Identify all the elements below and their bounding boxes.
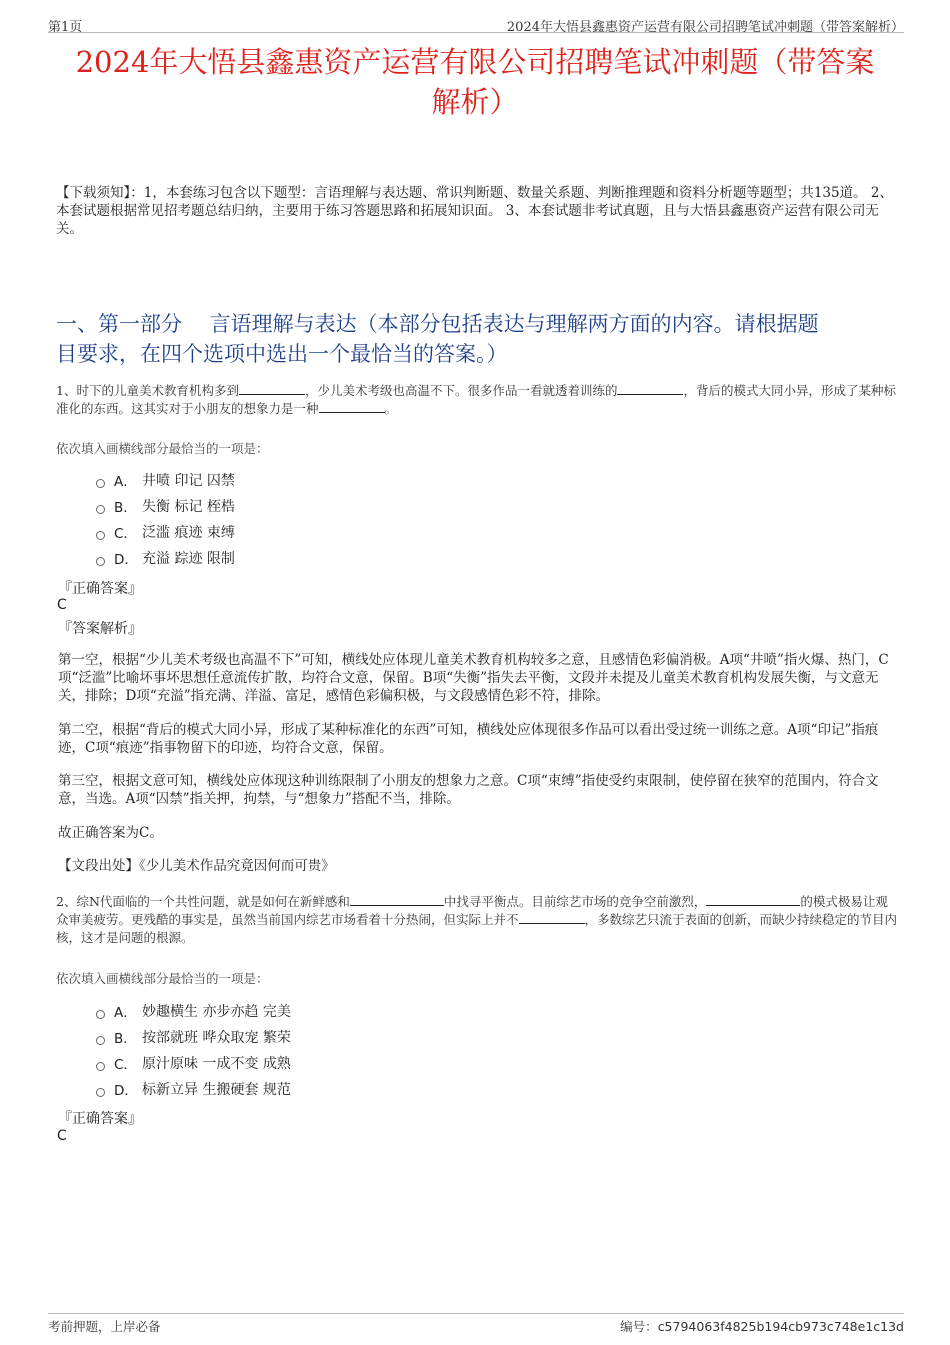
title-line-1: 2024年大悟县鑫惠资产运营有限公司招聘笔试冲刺题（带答案 [75,45,875,79]
document-code: 编号：c5794063f4825b194cb973c748e1c13d [620,1319,904,1334]
fill-blank [617,382,683,395]
title-line-2: 解析） [431,85,519,119]
question-2-options [96,998,291,1102]
question-1-options [96,467,235,571]
analysis-paragraph-2: 第二空，根据“背后的模式大同小异，形成了某种标准化的东西”可知，横线处应体现很多作品可以看出受过统一训练之意。A项“印记”指痕迹，C项“痕迹”指事物留下的印迹，均符合文意，保留。 [58,722,879,756]
answer-analysis-label: 『答案解析』 [58,621,142,637]
radio-icon[interactable] [96,1062,105,1071]
radio-icon[interactable] [96,1010,105,1019]
analysis-paragraph-1: 第一空，根据“少儿美术考级也高温不下”可知，横线处应体现儿童美术教育机构较多之意，且感情色彩偏消极。A项“井喷”指火爆、热门，C项“泛滥”比喻坏事坏思想任意流传扩散，均符合文意，保留。B项“失衡”指失去平衡，文段并未提及儿童美术教育机构发展失衡，与文意无关，排除；D项“充溢”指充满、洋溢、富足，感情色彩偏积极，与文段感情色彩不符，排除。 [58,652,889,704]
option-b[interactable]: B． 按部就班 哗众取宠 繁荣 [96,1024,291,1050]
section-heading-line-2: 目要求，在四个选项中选出一个最恰当的答案。） [56,342,508,366]
radio-icon[interactable] [96,1036,105,1045]
passage-source: 【文段出处】《少儿美术作品究竟因何而可贵》 [58,858,335,874]
page-number: 第1页 [48,20,83,35]
fill-blank [350,893,444,906]
correct-answer-value: C [57,1128,67,1144]
radio-icon[interactable] [96,505,105,514]
page-footer [48,1313,904,1334]
footer-slogan: 考前押题，上岸必备 [48,1319,161,1334]
analysis-paragraph-3: 第三空，根据文意可知，横线处应体现这种训练限制了小朋友的想象力之意。C项“束缚”指使受约束限制，使停留在狭窄的范围内，符合文意，当选。A项“囚禁”指关押，拘禁，与“想象力”搭配不当，排除。 [58,773,879,807]
section-heading-line-1: 一、第一部分 言语理解与表达（本部分包括表达与理解两方面的内容。请根据题 [56,312,819,336]
download-notice: 【下载须知】：1，本套练习包含以下题型：言语理解与表达题、常识判断题、数量关系题、判断推理题和资料分析题等题型；共135道。 2、本套试题根据常见招考题总结归纳，主要用于练习答题思路和拓展知识面。 3、本套试题非考试真题，且与大悟县鑫惠资产运营有限公司无关。 [56,185,893,237]
page-header [48,14,904,33]
page-title [52,42,898,122]
option-a[interactable]: A． 井喷 印记 囚禁 [96,467,235,493]
option-a[interactable]: A． 妙趣横生 亦步亦趋 完美 [96,998,291,1024]
option-d[interactable]: D． 充溢 踪迹 限制 [96,545,235,571]
analysis-conclusion: 故正确答案为C。 [58,825,163,841]
question-2-stem: 2、综N代面临的一个共性问题，就是如何在新鲜感和 中找寻平衡点。目前综艺市场的竞争空前激烈， 的模式极易让观众审美疲劳。更残酷的事实是，虽然当前国内综艺市场看着十分热闹，但实际上并不 ，多数综艺只流于表面的创新，而缺少持续稳定的节目内核，这才是问题的根源。 [56,894,898,945]
fill-blank [239,382,305,395]
radio-icon[interactable] [96,479,105,488]
fill-blank [706,893,800,906]
question-1-stem: 1、时下的儿童美术教育机构多到 ，少儿美术考级也高温不下。很多作品一看就透着训练的 ，背后的模式大同小异，形成了某种标准化的东西。这其实对于小朋友的想象力是一种 。 [56,383,896,416]
option-b[interactable]: B． 失衡 标记 桎梏 [96,493,235,519]
fill-blank [319,400,385,413]
option-d[interactable]: D． 标新立异 生搬硬套 规范 [96,1076,291,1102]
option-c[interactable]: C． 原汁原味 一成不变 成熟 [96,1050,291,1076]
section-heading [56,309,902,369]
radio-icon[interactable] [96,1088,105,1097]
header-doc-title: 2024年大悟县鑫惠资产运营有限公司招聘笔试冲刺题（带答案解析） [506,20,904,35]
question-2-prompt: 依次填入画横线部分最恰当的一项是： [56,971,269,986]
correct-answer-label: 『正确答案』 [58,1111,142,1127]
correct-answer-value: C [57,597,67,613]
question-1-prompt: 依次填入画横线部分最恰当的一项是： [56,441,269,456]
correct-answer-label: 『正确答案』 [58,581,142,597]
option-c[interactable]: C． 泛滥 痕迹 束缚 [96,519,235,545]
radio-icon[interactable] [96,557,105,566]
radio-icon[interactable] [96,531,105,540]
fill-blank [519,911,585,924]
